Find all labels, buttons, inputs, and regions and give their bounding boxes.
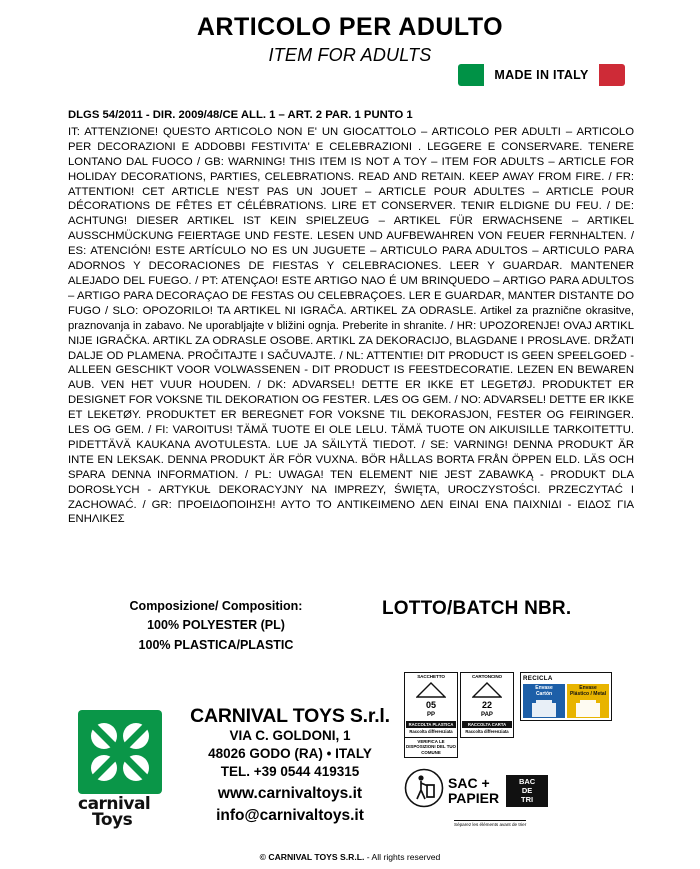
composition-line-1: 100% POLYESTER (PL) [147, 618, 285, 633]
recycling-plastic-footer: RACCOLTA PLASTICA [406, 721, 456, 728]
company-address-line-2: 48026 GODO (RA) • ITALY [208, 746, 372, 762]
sac-papier-text [448, 776, 499, 805]
recycling-mark-paper [460, 672, 514, 738]
batch-number-label: LOTTO/BATCH NBR. [382, 598, 572, 619]
bin-cardboard-line-2: Cartón [535, 690, 553, 697]
recycling-paper-footer: RACCOLTA CARTA [462, 721, 512, 728]
recicla-bins-block [520, 672, 612, 721]
recycling-plastic-material: PP [426, 711, 435, 718]
page-subtitle: ITEM FOR ADULTS [268, 44, 432, 65]
multilingual-warning-text: IT: ATTENZIONE! QUESTO ARTICOLO NON E' UN GIOCATTOLO – ARTICOLO PER ADULTI – ARTICOLO PER DECORAZIONI E ADDOBBI FESTIVITA' E CELEBRAZIONI . LEGGERE E CONSERVARE. TENERE LONTANO DAL FUOCO / GB: WARNING! THIS ITEM IS NOT A TOY – ITEM FOR ADULTS – ARTICLE FOR HOLIDAY DECORATIONS, PARTIES, CELEBRATIONS. READ AND RETAIN. KEEP AWAY FROM FIRE. / FR: ATTENTION! CET ARTICLE N'EST PAS UN JOUET – ARTICLE POUR ADULTES – ARTICLE POUR DÉCORATIONS DE FÊTES ET CÉLÉBRATIONS. LIRE ET CONSERVER. TENIR ELDIGNE DU FEU. / DE: ACHTUNG! DIESER ARTIKEL IST KEIN SPIELZEUG – ARTIKEL FÜR ERWACHSENE – ARTIKEL AUSSCHMÜCKUNG FEIERTAGE UND FESTE. LESEN UND AUFBEWAHREN VON FEUER FERNHALTEN. / ES: ATENCIÓN! ESTE ARTÍCULO NO ES UN JUGUETE – ARTICULO PARA ADULTOS – ARTICULO PARA ADORNOS Y DECORACIONES DE FIESTAS Y CELEBRACIONES. LEER Y GUARDAR. MANTENER ALEJADO DEL FUEGO. / PT: ATENÇAO! ESTE ARTIGO NAO É UM BRINQUEDO – ARTIGO PARA ADULTOS – ARTIGO PARA DECORAÇAO DE FESTAS OU CELEBRAÇOES. LER E GUARDAR, MANTER DISTANTE DO FUGO / SLO: OPOZORILO! TA ARTIKEL NI IGRAČA. ARTIKEL ZA ODRASLE. Artikel za praznične okrasitve, praznovanja in zabavo. Ne uporabljajte v bližini ognja. Preberite in shranite. / HR: UPOZORENJE! OVAJ ARTIKL NIJE IGRAČKA. ARTIKL ZA ODRASLE OSOBE. ARTIKL ZA DEKORACIJO, BLAGDANE I PROSLAVE. DRŽATI DALJE OD PLAMENA. PROČITAJTE I SAČUVAJTE. / NL: ATTENTIE! DIT PRODUCT IS GEEN SPEELGOED - ALLEEN GESCHIKT VOOR VOLWASSENEN - DIT PRODUCT IS FEESTDECORATIE. LEZEN EN BEWAREN AUB. VEN HET VUUR HOUDEN. / DK: ADVARSEL! DETTE ER IKKE ET LEGETØJ. PRODUKTET ER DESIGNET FOR VOKSNE TIL DEKORATION OG FESTER. LÆS OG GEM. / NO: ADVARSEL! DETTE ER IKKE ET LEKETØY. PRODUKTET ER BEREGNET FOR VOKSNE TIL DEKORASJON, FESTER OG FEIRINGER. LES OG GEM. / FI: VAROITUS! TÄMÄ TUOTE EI OLE LELU. TÄMÄ TUOTE ON AIKUISILLE TARKOITETTU. PIDETTÄVÄ KAUKANA AVOTULESTA. LUE JA SÄILYTÄ TIEDOT. / SE: VARNING! DENNA PRODUKT ÄR INTE EN LEKSAK. DENNA PRODUKT ÄR FÖR VUXNA. BÖR HÅLLAS BORTA FRÅN ÖPPEN ELD. LÄS OCH SPARA DENNA INFORMATION. / PL: UWAGA! TEN ELEMENT NIE JEST ZABAWKĄ - PRODUKT DLA DOROSŁYCH - ARTYKUŁ DEKORACYJNY NA IMPREZY, ŚWIĘTA, UROCZYSTOŚCI. PRZECZYTAĆ I ZACHOWAĆ. / GR: ΠΡΟΕΙΔΟΠΟΙΗΣΗ! ΑΥΤΟ ΤΟ ΑΝΤΙΚΕΙΜΕΝΟ ΔΕΝ ΕΙΝΑΙ ΕΝΑ ΠΑΙΧΝΙΔΙ - ΕΙΔΟΣ ΓΙΑ ΕΝΗΛΙΚΕΣ [68, 125, 634, 526]
recycling-plastic-header: SACCHETTO [417, 674, 445, 679]
recycling-row [404, 672, 659, 758]
composition-label: Composizione/ Composition: [129, 599, 303, 613]
bin-cardboard-line-1: Envase [535, 685, 553, 691]
tidyman-icon [404, 768, 444, 813]
rights-reserved: - All rights reserved [364, 852, 441, 862]
composition-line-2: 100% PLASTICA/PLASTIC [138, 637, 294, 652]
company-details [172, 706, 408, 826]
bin-plastic-line-1: Envase [579, 685, 597, 691]
recycling-mark-plastic [404, 672, 458, 758]
recycling-paper-header: CARTONCINO [471, 674, 503, 679]
clover-icon [78, 710, 162, 794]
document-header [0, 0, 700, 66]
page-title: ARTICOLO PER ADULTO [196, 13, 504, 41]
footer-copyright [0, 852, 700, 862]
sac-line-2: PAPIER [448, 789, 500, 806]
logo-wordmark-line-2: Toys [92, 810, 133, 831]
recycling-paper-sub: Raccolta differenziata [465, 729, 509, 735]
company-website[interactable]: www.carnivaltoys.it [217, 784, 363, 802]
company-phone: TEL. +39 0544 419315 [220, 764, 360, 780]
bin-plastic-line-2: Plástico / Metal [569, 690, 607, 697]
logo-wordmark-line-1: carnival [78, 794, 151, 814]
bin-cardboard-icon [523, 684, 565, 718]
bac-de-tri-icon [506, 775, 548, 807]
company-email[interactable]: info@carnivaltoys.it [216, 807, 364, 825]
legal-warning-block [68, 108, 634, 527]
recicla-title: RECICLA [523, 675, 553, 682]
composition-block [66, 597, 366, 655]
logo-wordmark [78, 794, 164, 831]
company-block [78, 705, 408, 831]
recycling-triangle-icon [472, 682, 502, 700]
sac-line-1: SAC + [448, 774, 490, 791]
recycling-note: VERIFICA LE DISPOSIZIONI DEL TUO COMUNE [406, 738, 456, 755]
law-reference: DLGS 54/2011 - DIR. 2009/48/CE ALL. 1 – ART. 2 PAR. 1 PUNTO 1 [68, 109, 413, 121]
recicla-bins-row [523, 684, 609, 718]
bac-line-2: DE [521, 785, 533, 795]
recycling-paper-code: 22 [481, 700, 492, 711]
sac-papier-block [404, 768, 659, 813]
italian-flag-red-stripe [599, 64, 625, 86]
bac-line-1: BAC [518, 776, 536, 786]
recycling-plastic-sub: Raccolta differenziata [409, 729, 453, 735]
made-in-italy-badge [458, 64, 625, 86]
italian-flag-green-stripe [458, 64, 484, 86]
sac-papier-caption: Séparez les éléments avant de trier [454, 822, 527, 827]
company-name: CARNIVAL TOYS S.r.l. [190, 705, 390, 727]
recycling-paper-material: PAP [481, 711, 493, 718]
company-address-line-1: VIA C. GOLDONI, 1 [229, 728, 351, 744]
carnival-toys-logo [78, 710, 164, 831]
bac-line-3: TRI [521, 794, 534, 804]
recycling-plastic-code: 05 [425, 700, 436, 711]
copyright-owner: © CARNIVAL TOYS S.R.L. [259, 852, 365, 862]
bin-plastic-metal-icon [567, 684, 609, 718]
recycling-triangle-icon [416, 682, 446, 700]
made-in-italy-label: MADE IN ITALY [484, 64, 599, 86]
recycling-symbols-area [404, 672, 659, 831]
